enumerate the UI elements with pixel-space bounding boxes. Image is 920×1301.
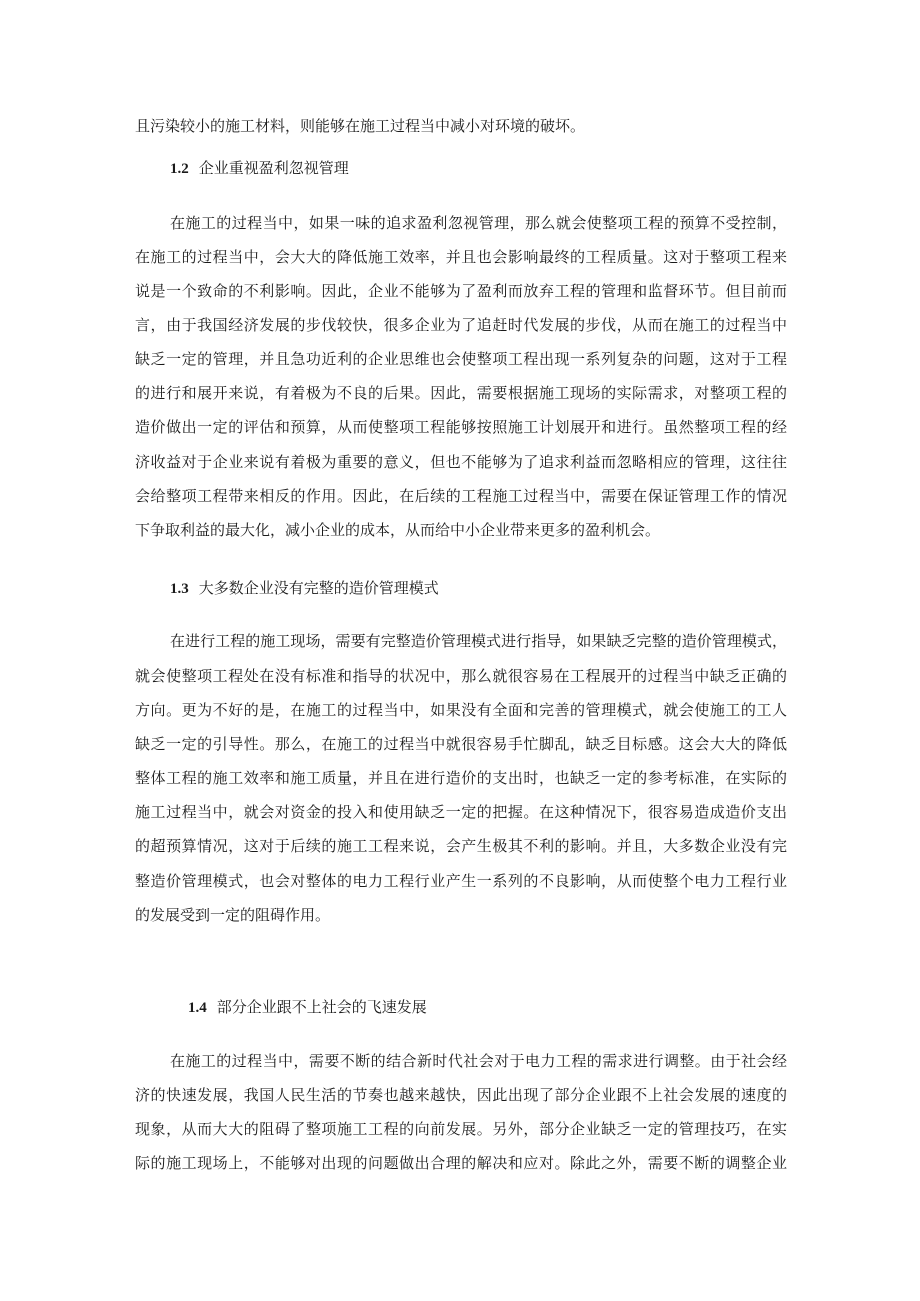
section-heading-1-4 xyxy=(188,997,427,1018)
section-number: 1.2 xyxy=(170,161,189,177)
section-title: 大多数企业没有完整的造价管理模式 xyxy=(198,579,439,597)
section-number: 1.3 xyxy=(170,581,189,597)
paragraph-line: 济收益对于企业来说有着极为重要的意义，但也不能够为了追求利益而忽略相应的管理，这往往 xyxy=(135,453,787,471)
paragraph-line: 现象，从而大大的阻碍了整项施工工程的向前发展。另外，部分企业缺乏一定的管理技巧，在实 xyxy=(135,1120,787,1138)
paragraph-line: 整体工程的施工效率和施工质量，并且在进行造价的支出时，也缺乏一定的参考标准，在实际的 xyxy=(135,769,787,787)
paragraph-line: 在进行工程的施工现场，需要有完整造价管理模式进行指导，如果缺乏完整的造价管理模式， xyxy=(170,632,787,650)
paragraph-line: 在施工的过程当中，会大大的降低施工效率，并且也会影响最终的工程质量。这对于整项工程来 xyxy=(135,248,787,266)
paragraph-line: 缺乏一定的管理，并且急功近利的企业思维也会使整项工程出现一系列复杂的问题，这对于工程 xyxy=(135,350,787,368)
paragraph-line: 言，由于我国经济发展的步伐较快，很多企业为了追赶时代发展的步伐，从而在施工的过程当中 xyxy=(135,316,787,334)
paragraph-line: 的进行和展开来说，有着极为不良的后果。因此，需要根据施工现场的实际需求，对整项工程的 xyxy=(135,384,787,402)
paragraph-line: 方向。更为不好的是，在施工的过程当中，如果没有全面和完善的管理模式，就会使施工的工人 xyxy=(135,701,787,719)
paragraph-line: 的发展受到一定的阻碍作用。 xyxy=(135,906,331,924)
paragraph-line: 施工过程当中，就会对资金的投入和使用缺乏一定的把握。在这种情况下，很容易造成造价支出 xyxy=(135,803,787,821)
section-number: 1.4 xyxy=(188,1000,207,1016)
paragraph-line: 的超预算情况，这对于后续的施工工程来说，会产生极其不利的影响。并且，大多数企业没有完 xyxy=(135,837,787,855)
paragraph-line: 在施工的过程当中，如果一味的追求盈利忽视管理，那么就会使整项工程的预算不受控制， xyxy=(170,214,787,232)
paragraph-line: 说是一个致命的不利影响。因此，企业不能够为了盈利而放弃工程的管理和监督环节。但目前而 xyxy=(135,282,787,300)
section-heading-1-2 xyxy=(170,158,349,179)
section-title: 部分企业跟不上社会的飞速发展 xyxy=(216,998,427,1016)
section-title: 企业重视盈利忽视管理 xyxy=(198,159,349,177)
paragraph-line: 下争取利益的最大化，减小企业的成本，从而给中小企业带来更多的盈利机会。 xyxy=(135,521,661,539)
paragraph-line: 在施工的过程当中，需要不断的结合新时代社会对于电力工程的需求进行调整。由于社会经 xyxy=(170,1052,787,1070)
paragraph-line: 际的施工现场上，不能够对出现的问题做出合理的解决和应对。除此之外，需要不断的调整企业 xyxy=(135,1154,787,1172)
paragraph-line: 就会使整项工程处在没有标准和指导的状况中，那么就很容易在工程展开的过程当中缺乏正确的 xyxy=(135,667,787,685)
paragraph-line: 济的快速发展，我国人民生活的节奏也越来越快，因此出现了部分企业跟不上社会发展的速度的 xyxy=(135,1086,787,1104)
paragraph-line: 会给整项工程带来相反的作用。因此，在后续的工程施工过程当中，需要在保证管理工作的情况 xyxy=(135,487,787,505)
paragraph-line: 整造价管理模式，也会对整体的电力工程行业产生一系列的不良影响，从而使整个电力工程行业 xyxy=(135,872,787,890)
section-heading-1-3 xyxy=(170,578,439,599)
paragraph-line: 缺乏一定的引导性。那么，在施工的过程当中就很容易手忙脚乱，缺乏目标感。这会大大的降低 xyxy=(135,735,787,753)
paragraph-line: 造价做出一定的评估和预算，从而使整项工程能够按照施工计划展开和进行。虽然整项工程的经 xyxy=(135,418,787,436)
intro-paragraph-tail: 且污染较小的施工材料，则能够在施工过程当中减小对环境的破坏。 xyxy=(135,117,586,135)
